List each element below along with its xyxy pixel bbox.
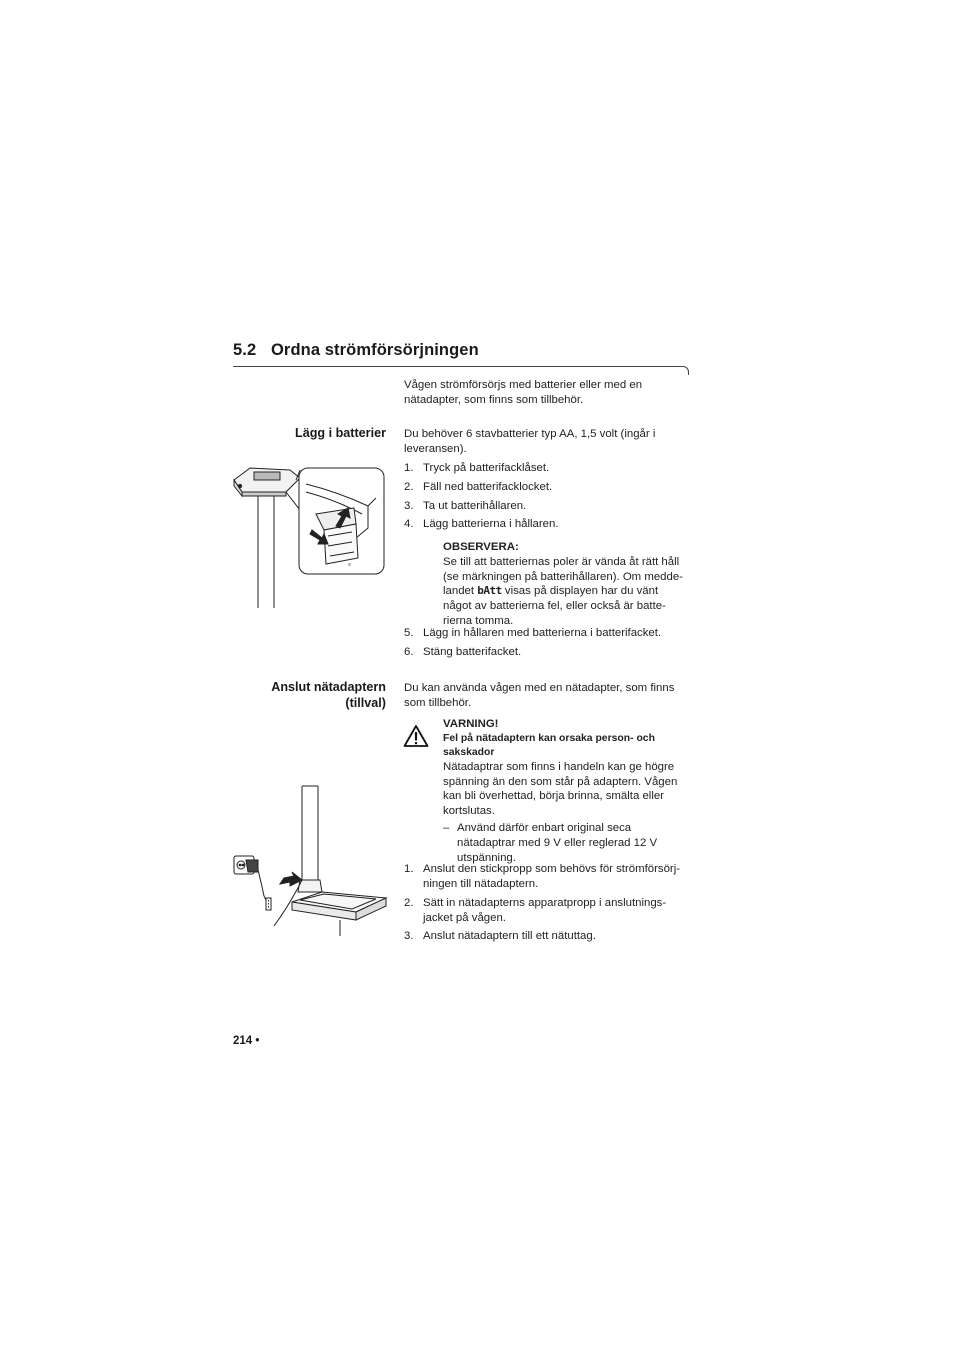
note-text: landet: [443, 585, 475, 598]
adapter-heading-line: (tillval): [345, 695, 386, 710]
step-text: Tryck på batterifacklåset.: [423, 462, 550, 474]
note-block: [443, 540, 693, 629]
adapter-step-2: [404, 896, 666, 926]
note-line: [443, 584, 693, 599]
intro-line: som tillbehör.: [404, 696, 472, 709]
heading-rule-end: [683, 366, 689, 375]
section-intro: [404, 378, 694, 408]
battery-step-3: [404, 499, 526, 514]
adapter-step-3: [404, 929, 596, 944]
step-text: Fäll ned batterifacklocket.: [423, 481, 553, 493]
warning-subtitle-line: Fel på nätadaptern kan orsaka person- och: [443, 732, 655, 744]
step-text: [423, 896, 666, 926]
warning-line: spänning än den som står på adaptern. Vågen: [443, 775, 678, 788]
step-text: Lägg in hållaren med batterierna i batterifacket.: [423, 627, 662, 639]
step-number: 5.: [404, 627, 414, 639]
step-text: Anslut nätadaptern till ett nätuttag.: [423, 930, 596, 942]
page-number-text: 214: [233, 1035, 253, 1047]
note-line: något av batterierna fel, eller också är batte-: [443, 600, 666, 613]
battery-step-4: [404, 517, 559, 532]
intro-line: Du kan använda vågen med en nätadapter, som finns: [404, 682, 675, 694]
step-line: jacket på vågen.: [423, 911, 506, 924]
section-heading: [233, 341, 479, 360]
step-text: Lägg batterierna i hållaren.: [423, 518, 559, 530]
adapter-heading-line: Anslut nätadaptern: [271, 680, 386, 694]
section-number: 5.2: [233, 341, 257, 359]
battery-step-1: [404, 461, 549, 476]
battery-step-2: [404, 480, 552, 495]
warning-subtitle: [443, 732, 695, 760]
battery-step-5: [404, 626, 661, 641]
intro-line: leveransen).: [404, 442, 467, 455]
note-text: visas på displayen har du vänt: [504, 585, 659, 598]
step-number: 6.: [404, 646, 414, 658]
warning-triangle-icon: [403, 724, 429, 748]
step-number: 3.: [404, 500, 414, 512]
note-line: (se märkningen på batterihållaren). Om medde-: [443, 570, 683, 583]
intro-line: Vågen strömförsörjs med batterier eller med en: [404, 379, 643, 391]
step-number: 1.: [404, 863, 414, 875]
display-text-batt: bAtt: [477, 584, 502, 598]
adapter-step-1: [404, 862, 680, 892]
warning-line: kortslutas.: [443, 805, 495, 818]
note-title: OBSERVERA:: [443, 541, 519, 553]
battery-illustration: [228, 462, 388, 610]
note-line: rierna tomma.: [443, 614, 514, 627]
step-line: Sätt in nätadapterns apparatpropp i anslutnings-: [423, 897, 667, 909]
dash-line: nätadaptrar med 9 V eller reglerad 12 V: [457, 836, 658, 849]
step-text: Ta ut batterihållaren.: [423, 500, 527, 512]
batteries-intro: [404, 427, 694, 457]
warning-dash-item: [443, 821, 695, 865]
page-number-bullet: •: [255, 1035, 260, 1047]
adapter-heading: [186, 680, 386, 711]
step-number: 3.: [404, 930, 414, 942]
warning-line: kan bli överhettad, börja brinna, smälta eller: [443, 790, 664, 803]
intro-line: nätadapter, som finns som tillbehör.: [404, 393, 584, 406]
step-line: Anslut den stickpropp som behövs för strömförsörj-: [423, 863, 681, 875]
warning-title: VARNING!: [443, 718, 499, 730]
step-line: ningen till nätadaptern.: [423, 877, 539, 890]
heading-rule: [233, 366, 683, 367]
step-number: 1.: [404, 462, 414, 474]
warning-line: Nätadaptrar som finns i handeln kan ge högre: [443, 760, 675, 773]
dash-line: utspänning.: [457, 851, 516, 864]
step-text: Stäng batterifacket.: [423, 646, 522, 658]
section-title: Ordna strömförsörjningen: [271, 341, 479, 359]
intro-line: Du behöver 6 stavbatterier typ AA, 1,5 volt (ingår i: [404, 428, 656, 440]
dash-line: Använd därför enbart original seca: [457, 821, 632, 834]
warning-subtitle-line: sakskador: [443, 746, 495, 758]
page-number: [233, 1035, 259, 1047]
svg-text:≡: ≡: [348, 562, 351, 568]
adapter-intro: [404, 681, 694, 711]
dash-marker: –: [443, 821, 450, 834]
step-number: 2.: [404, 897, 414, 909]
step-number: 4.: [404, 518, 414, 530]
battery-step-6: [404, 645, 521, 660]
step-text: [423, 862, 680, 892]
adapter-illustration: [228, 784, 388, 936]
note-line: Se till att batteriernas poler är vända åt rätt håll: [443, 555, 680, 568]
batteries-heading: Lägg i batterier: [295, 426, 386, 440]
step-number: 2.: [404, 481, 414, 493]
warning-block: [443, 717, 695, 865]
